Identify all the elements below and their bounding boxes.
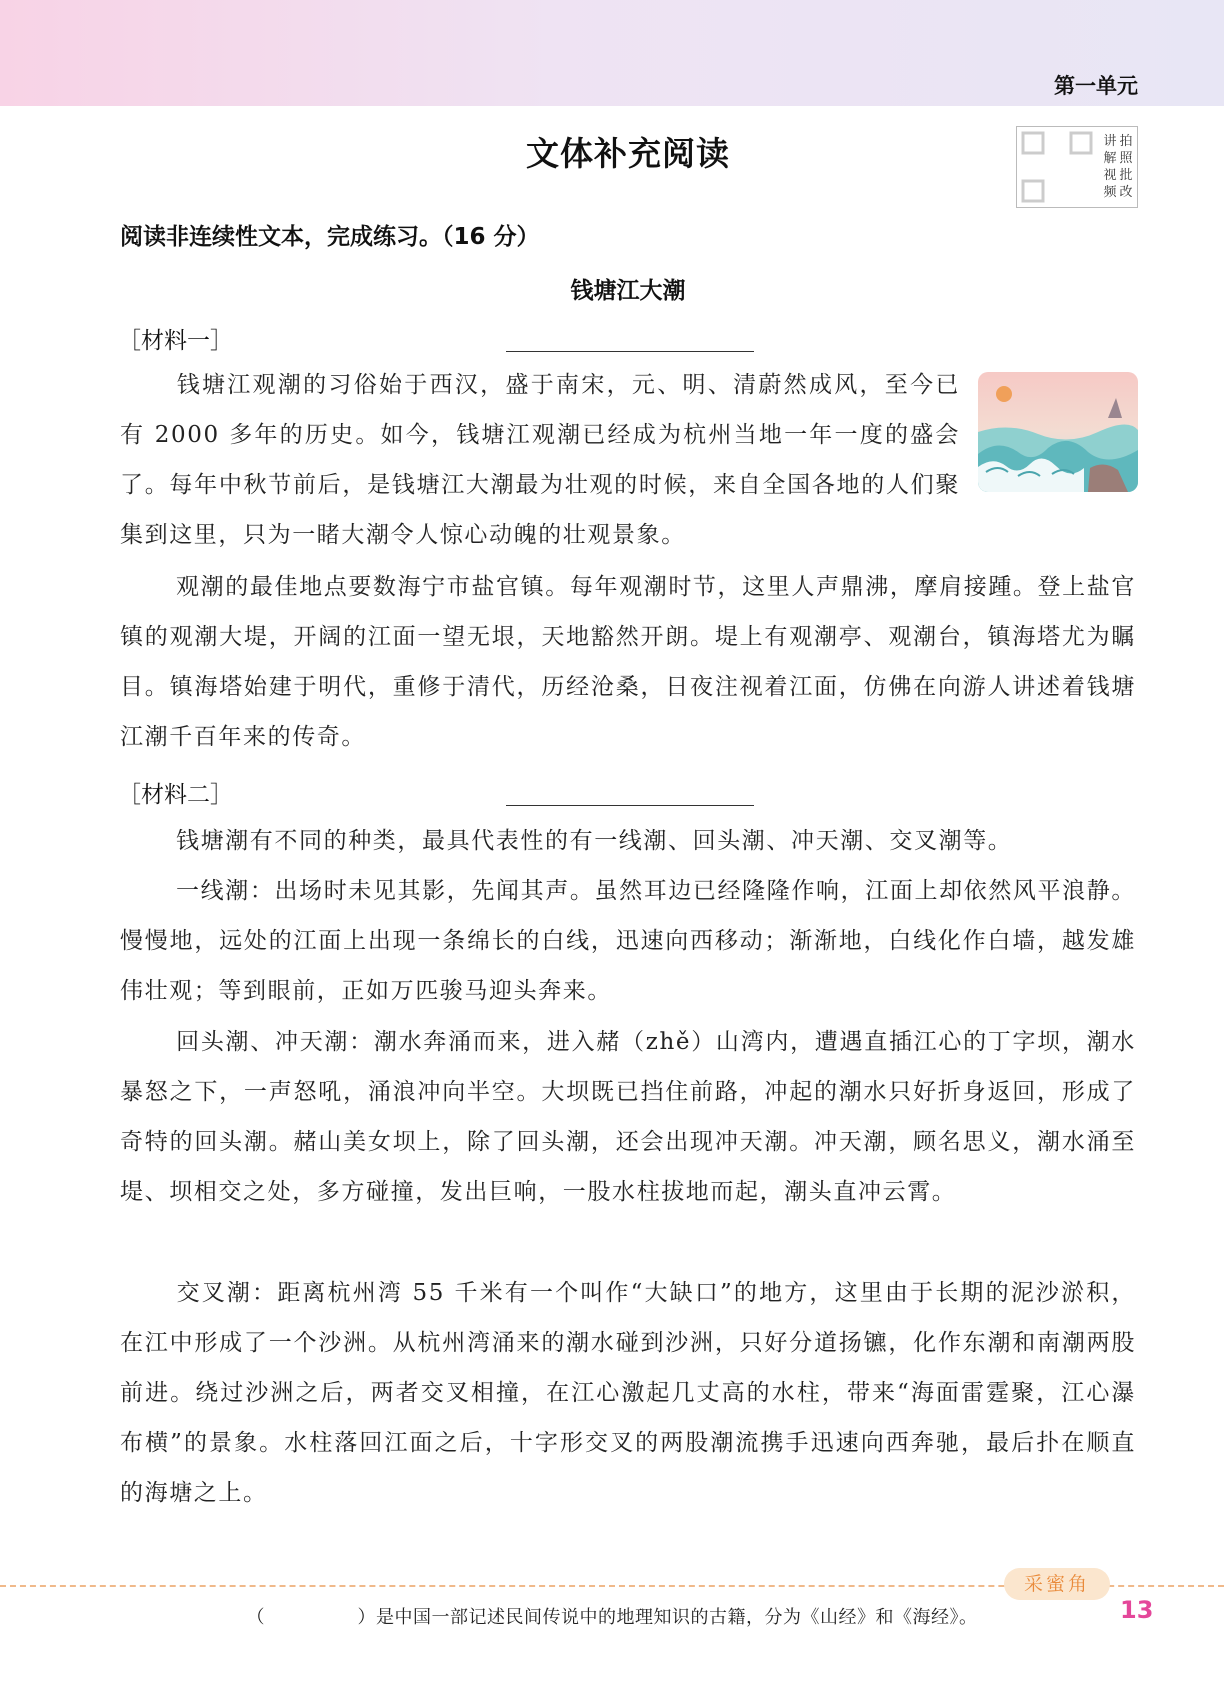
material2-paragraph-2: 一线潮：出场时未见其影，先闻其声。虽然耳边已经隆隆作响，江面上却依然风平浪静。慢慢地，远处的江面上出现一条绵长的白线，迅速向西移动；渐渐地，白线化作白墙，越发雄伟壮观；等到眼前，正如万匹骏马迎头奔来。: [120, 878, 1136, 1004]
qr-code-icon: [1021, 131, 1093, 203]
qr-label-photo: 拍 照 批 改: [1119, 134, 1133, 200]
instruction: 阅读非连续性文本，完成练习。（16 分）: [120, 224, 540, 250]
material1-paragraph-1: 钱塘江观潮的习俗始于西汉，盛于南宋，元、明、清蔚然成风，至今已有 2000 多年的历史。如今，钱塘江观潮已经成为杭州当地一年一度的盛会了。每年中秋节前后，是钱塘江大潮最为壮观的时候，来自全国各地的人们聚集到这里，只为一睹大潮令人惊心动魄的壮观景象。: [120, 372, 960, 548]
material1-paragraph-2: 观潮的最佳地点要数海宁市盐官镇。每年观潮时节，这里人声鼎沸，摩肩接踵。登上盐官镇的观潮大堤，开阔的江面一望无垠，天地豁然开朗。堤上有观潮亭、观潮台，镇海塔尤为瞩目。镇海塔始建于明代，重修于清代，历经沧桑，日夜注视着江面，仿佛在向游人讲述着钱塘江潮千百年来的传奇。: [120, 574, 1136, 750]
page-number: 13: [1120, 1596, 1154, 1624]
material2-paragraph-3: 回头潮、冲天潮：潮水奔涌而来，进入赭（zhě）山湾内，遭遇直插江心的丁字坝，潮水暴怒之下，一声怒吼，涌浪冲向半空。大坝既已挡住前路，冲起的潮水只好折身返回，形成了奇特的回头潮。赭山美女坝上，除了回头潮，还会出现冲天潮。冲天潮，顾名思义，潮水涌至堤、坝相交之处，多方碰撞，发出巨响，一股水柱拔地而起，潮头直冲云霄。: [120, 1029, 1136, 1205]
material1-answer-line[interactable]: [506, 351, 754, 352]
material2-answer-line[interactable]: [506, 805, 754, 806]
material1-label: ［材料一］: [118, 328, 233, 354]
tide-illustration: [978, 372, 1138, 492]
header-band: [0, 0, 1224, 106]
footer-note: （ ）是中国一部记述民间传说中的地理知识的古籍，分为《山经》和《海经》。: [246, 1607, 978, 1628]
unit-label: 第一单元: [1054, 74, 1138, 98]
footer-tag: 采蜜角: [1004, 1568, 1110, 1600]
qr-label-video: 讲 解 视 频: [1103, 134, 1117, 200]
article-title: 钱塘江大潮: [570, 278, 686, 304]
material2-paragraph-1: 钱塘潮有不同的种类，最具代表性的有一线潮、回头潮、冲天潮、交叉潮等。: [176, 828, 1013, 854]
page-title: 文体补充阅读: [526, 134, 730, 173]
material2-paragraph-4: 交叉潮：距离杭州湾 55 千米有一个叫作“大缺口”的地方，这里由于长期的泥沙淤积，在江中形成了一个沙洲。从杭州湾涌来的潮水碰到沙洲，只好分道扬镳，化作东潮和南潮两股前进。绕过沙洲之后，两者交叉相撞，在江心激起几丈高的水柱，带来“海面雷霆聚，江心瀑布横”的景象。水柱落回江面之后，十字形交叉的两股潮流携手迅速向西奔驰，最后扑在顺直的海塘之上。: [120, 1280, 1136, 1506]
material2-label: ［材料二］: [118, 782, 233, 808]
qr-code-box[interactable]: [1016, 126, 1138, 208]
